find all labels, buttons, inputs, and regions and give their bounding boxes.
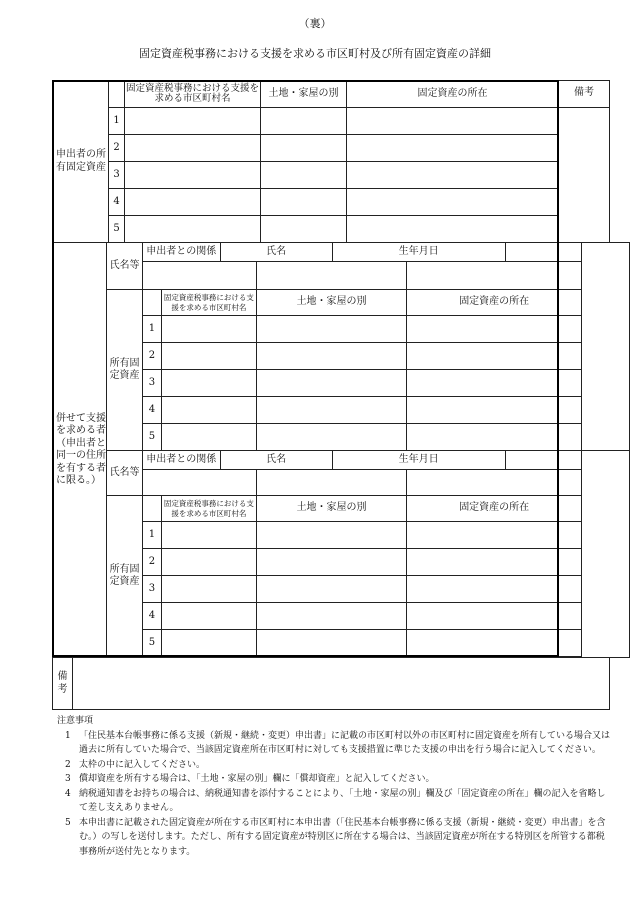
land-building-cell[interactable]	[256, 576, 407, 603]
col-land-building: 土地・家屋の別	[256, 290, 407, 316]
land-building-cell[interactable]	[256, 397, 407, 424]
col-municipality: 固定資産税事務における支援を求める市区町村名	[125, 81, 261, 108]
location-cell[interactable]	[407, 316, 582, 343]
applicant-section-label: 申出者の所有固定資産	[53, 81, 109, 243]
land-building-cell[interactable]	[256, 522, 407, 549]
name-label: 氏名等	[107, 243, 142, 290]
row-number: 4	[142, 397, 161, 424]
municipality-cell[interactable]	[162, 576, 257, 603]
page-side-label: （裏）	[298, 17, 332, 30]
municipality-cell[interactable]	[162, 630, 257, 657]
location-cell[interactable]	[347, 189, 559, 216]
municipality-cell[interactable]	[162, 397, 257, 424]
name-header: 氏名	[220, 243, 332, 262]
blank-cell	[505, 243, 581, 262]
bottom-remarks-label: 備考	[53, 658, 73, 710]
row-number: 5	[142, 630, 161, 657]
col-municipality: 固定資産税事務における支援を求める市区町村名	[162, 496, 257, 522]
note-text: 償却資産を所有する場合は、「土地・家屋の別」欄に「償却資産」と記入してください。	[79, 774, 435, 784]
page-title: 固定資産税事務における支援を求める市区町村及び所有固定資産の詳細	[139, 47, 491, 60]
location-cell[interactable]	[347, 108, 559, 135]
col-municipality: 固定資産税事務における支援を求める市区町村名	[162, 290, 257, 316]
row-number: 2	[142, 343, 161, 370]
blank-cell	[142, 290, 161, 316]
note-number: 2	[65, 759, 71, 770]
birth-header: 生年月日	[332, 451, 505, 470]
municipality-cell[interactable]	[162, 522, 257, 549]
municipality-cell[interactable]	[125, 189, 261, 216]
land-building-cell[interactable]	[256, 603, 407, 630]
name-label: 氏名等	[107, 451, 142, 496]
col-location: 固定資産の所在	[407, 290, 582, 316]
land-building-cell[interactable]	[256, 424, 407, 451]
note-number: 1	[65, 730, 71, 741]
note-item	[57, 816, 612, 860]
relation-header: 申出者との関係	[142, 451, 220, 470]
location-cell[interactable]	[407, 603, 582, 630]
row-number: 5	[109, 216, 125, 243]
land-building-cell[interactable]	[256, 630, 407, 657]
land-building-cell[interactable]	[256, 549, 407, 576]
location-cell[interactable]	[407, 549, 582, 576]
land-building-cell[interactable]	[261, 108, 347, 135]
birth-header: 生年月日	[332, 243, 505, 262]
note-item	[57, 729, 612, 758]
municipality-cell[interactable]	[125, 162, 261, 189]
row-number: 1	[142, 316, 161, 343]
municipality-cell[interactable]	[162, 424, 257, 451]
row-number: 3	[142, 576, 161, 603]
bottom-remarks-input[interactable]	[73, 658, 610, 710]
col-remarks: 備考	[559, 81, 610, 108]
location-cell[interactable]	[347, 135, 559, 162]
land-building-cell[interactable]	[261, 135, 347, 162]
birth-input[interactable]	[407, 262, 582, 290]
municipality-cell[interactable]	[125, 216, 261, 243]
note-text: 「住民基本台帳事務に係る支援（新規・継続・変更）申出書」に記載の市区町村以外の市区町村に固定資産を所有している場合又は過去に所有していた場合で、当該固定資産所在市区町村に対しても支援措置に準じた支援の申出を行う場合に記入してください。	[79, 730, 611, 755]
co-section-label: 併せて支援を求める者（申出者と同一の住所を有する者に限る。）	[53, 243, 107, 658]
location-cell[interactable]	[407, 576, 582, 603]
municipality-cell[interactable]	[125, 108, 261, 135]
note-item	[57, 772, 612, 787]
note-item	[57, 758, 612, 773]
municipality-cell[interactable]	[162, 603, 257, 630]
row-number: 3	[109, 162, 125, 189]
row-number: 4	[109, 189, 125, 216]
municipality-cell[interactable]	[162, 370, 257, 397]
col-location: 固定資産の所在	[347, 81, 559, 108]
remarks-cell[interactable]	[581, 243, 629, 451]
municipality-cell[interactable]	[162, 549, 257, 576]
location-cell[interactable]	[407, 630, 582, 657]
land-building-cell[interactable]	[256, 370, 407, 397]
land-building-cell[interactable]	[256, 316, 407, 343]
location-cell[interactable]	[347, 162, 559, 189]
relation-input[interactable]	[142, 470, 256, 496]
row-number: 4	[142, 603, 161, 630]
note-item	[57, 787, 612, 816]
relation-input[interactable]	[142, 262, 256, 290]
applicant-assets-table	[52, 80, 610, 243]
col-land-building: 土地・家屋の別	[256, 496, 407, 522]
relation-header: 申出者との関係	[142, 243, 220, 262]
note-number: 3	[65, 774, 71, 784]
note-text: 本申出書に記載された固定資産が所在する市区町村に本申出書（「住民基本台帳事務に係る支援（新規・継続・変更）申出書」を含む。）の写しを送付します。ただし、所有する固定資産が特別区に所在する場合は、当該固定資産が所在する特別区を所管する都税事務所が送付先となります。	[79, 817, 606, 857]
row-number: 1	[109, 108, 125, 135]
land-building-cell[interactable]	[256, 343, 407, 370]
assets-label: 所有固定資産	[107, 290, 142, 451]
location-cell[interactable]	[407, 522, 582, 549]
note-text: 太枠の中に記入してください。	[79, 759, 206, 770]
blank-cell	[505, 451, 581, 470]
location-cell[interactable]	[407, 397, 582, 424]
note-number: 5	[65, 817, 71, 828]
land-building-cell[interactable]	[261, 189, 347, 216]
col-land-building: 土地・家屋の別	[261, 81, 347, 108]
birth-input[interactable]	[407, 470, 582, 496]
co-applicant-table	[52, 242, 630, 658]
location-cell[interactable]	[347, 216, 559, 243]
notes-section	[57, 714, 612, 859]
bottom-remarks-table	[52, 657, 610, 710]
blank-cell	[142, 496, 161, 522]
remarks-cell[interactable]	[559, 108, 610, 243]
note-number: 4	[65, 788, 71, 799]
land-building-cell[interactable]	[261, 162, 347, 189]
location-cell[interactable]	[407, 343, 582, 370]
row-number: 2	[109, 135, 125, 162]
blank-cell	[109, 81, 125, 108]
land-building-cell[interactable]	[261, 216, 347, 243]
name-header: 氏名	[220, 451, 332, 470]
municipality-cell[interactable]	[162, 316, 257, 343]
row-number: 1	[142, 522, 161, 549]
location-cell[interactable]	[407, 370, 582, 397]
name-input[interactable]	[256, 262, 407, 290]
col-location: 固定資産の所在	[407, 496, 582, 522]
notes-title: 注意事項	[57, 716, 94, 726]
row-number: 2	[142, 549, 161, 576]
note-text: 納税通知書をお持ちの場合は、納税通知書を添付することにより、「土地・家屋の別」欄及び「固定資産の所在」欄の記入を省略して差し支えありません。	[79, 788, 606, 813]
location-cell[interactable]	[407, 424, 582, 451]
row-number: 5	[142, 424, 161, 451]
row-number: 3	[142, 370, 161, 397]
municipality-cell[interactable]	[125, 135, 261, 162]
assets-label: 所有固定資産	[107, 496, 142, 657]
name-input[interactable]	[256, 470, 407, 496]
remarks-cell[interactable]	[581, 451, 629, 658]
municipality-cell[interactable]	[162, 343, 257, 370]
